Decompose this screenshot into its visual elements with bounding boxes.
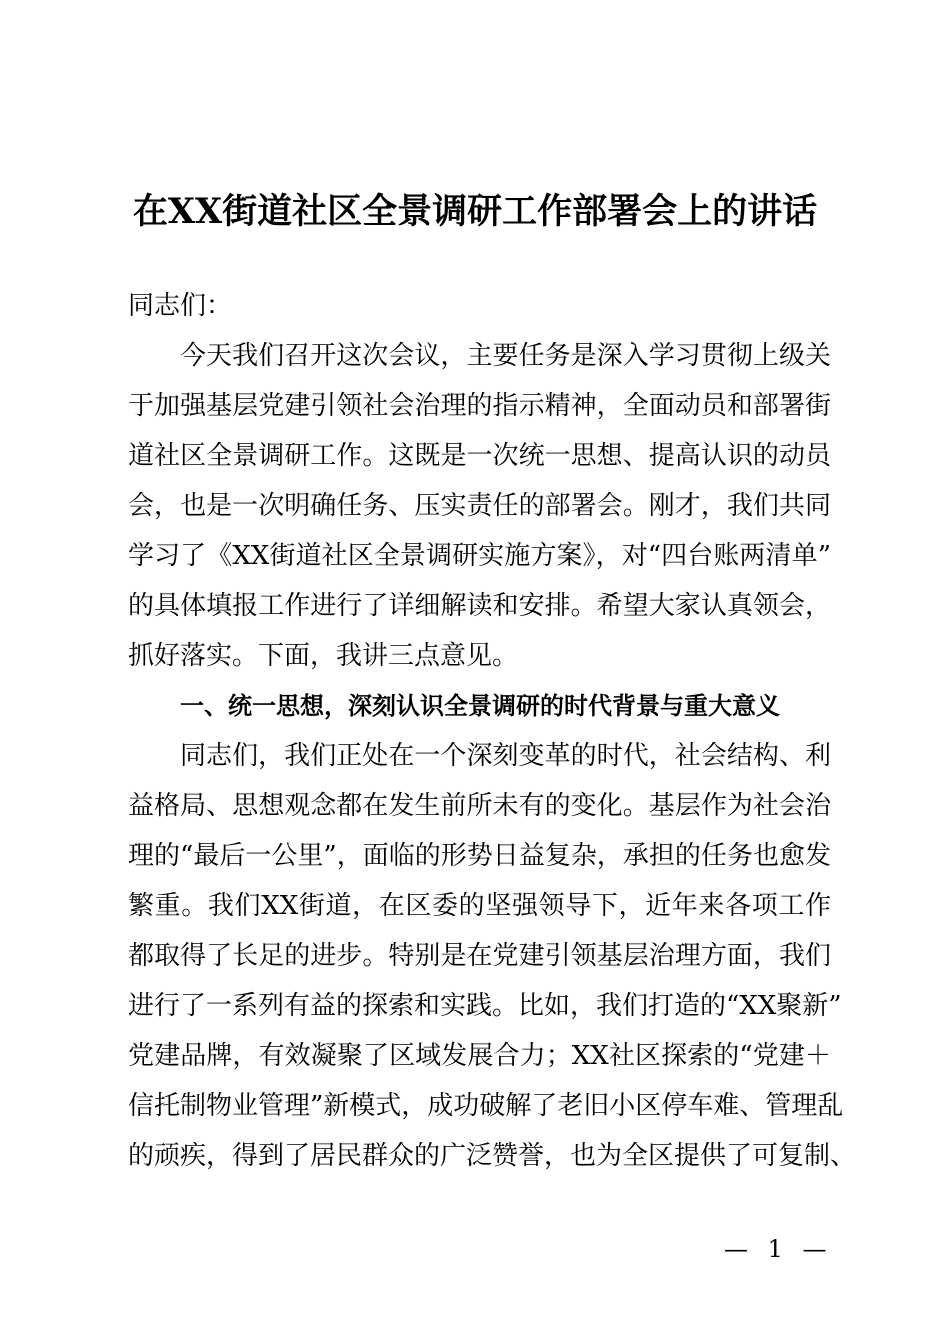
text-line: 的顽疾，得到了居民群众的广泛赞誉，也为全区提供了可复制、 — [128, 1141, 857, 1171]
text-line: 信托制物业管理”新模式，成功破解了老旧小区停车难、管理乱 — [128, 1091, 844, 1121]
text-line: 于加强基层党建引领社会治理的指示精神，全面动员和部署街 — [128, 391, 831, 421]
text-line: 今天我们召开这次会议，主要任务是深入学习贯彻上级关 — [180, 341, 831, 371]
text-line: 都取得了长足的进步。特别是在党建引领基层治理方面，我们 — [128, 941, 831, 971]
text-line: 进行了一系列有益的探索和实践。比如，我们打造的“XX聚新” — [128, 991, 842, 1021]
text-line: 繁重。我们XX街道，在区委的坚强领导下，近年来各项工作 — [128, 891, 831, 921]
text-line: 益格局、思想观念都在发生前所未有的变化。基层作为社会治 — [128, 791, 831, 821]
text-line: 同志们，我们正处在一个深刻变革的时代，社会结构、利 — [180, 741, 831, 771]
text-line: 党建品牌，有效凝聚了区域发展合力；XX社区探索的“党建＋ — [128, 1041, 831, 1071]
document-title: 在XX街道社区全景调研工作部署会上的讲话 — [132, 191, 818, 232]
salutation: 同志们： — [128, 291, 233, 321]
text-line: 抓好落实。下面，我讲三点意见。 — [128, 641, 519, 671]
text-line: 理的“最后一公里”，面临的形势日益复杂，承担的任务也愈发 — [128, 841, 831, 871]
text-line: 道社区全景调研工作。这既是一次统一思想、提高认识的动员 — [128, 441, 831, 471]
text-line: 会，也是一次明确任务、压实责任的部署会。刚才，我们共同 — [128, 491, 831, 521]
document-body — [128, 284, 857, 1184]
text-line: 的具体填报工作进行了详细解读和安排。希望大家认真领会， — [128, 591, 831, 621]
text-line: 学习了《XX街道社区全景调研实施方案》，对“四台账两清单” — [128, 541, 831, 571]
section-heading-1: 一、统一思想，深刻认识全景调研的时代背景与重大意义 — [180, 692, 780, 720]
paragraph-2 — [128, 734, 857, 1184]
page-number: — 1 — — [724, 1235, 833, 1263]
paragraph-1 — [128, 334, 831, 684]
